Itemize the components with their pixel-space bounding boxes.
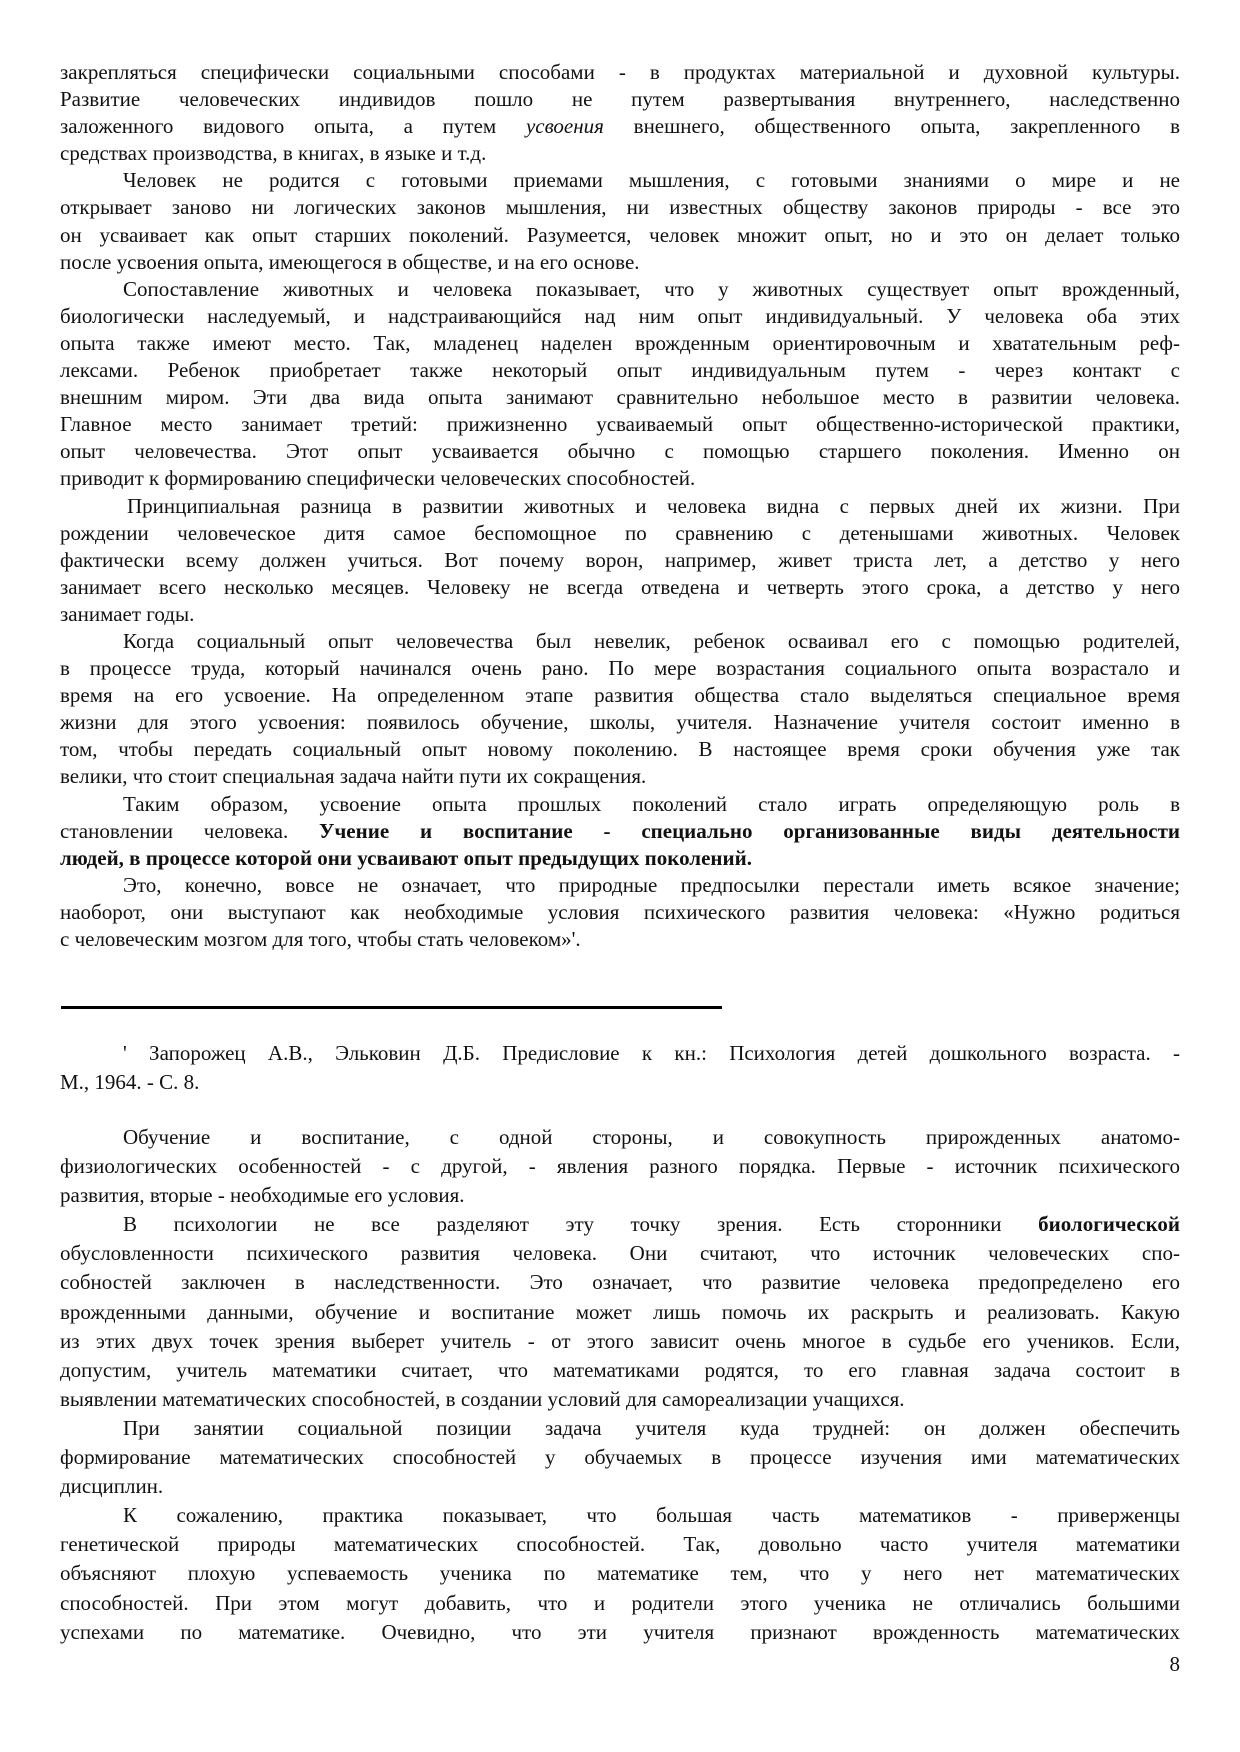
- text-line: опыт человечества. Этот опыт усваивается обычно с помощью старшего поколения. Именно он: [60, 439, 1180, 464]
- text-line: выявлении математических способностей, в создании условий для самореализации учащихся.: [60, 1386, 905, 1411]
- text-line: При занятии социальной позиции задача учителя куда трудней: он должен обеспечить: [123, 1415, 1180, 1440]
- text-line: с человеческим мозгом для того, чтобы стать человеком»'.: [60, 927, 581, 951]
- text-line: фактически всему должен учиться. Вот почему ворон, например, живет триста лет, а детство у него: [60, 547, 1180, 572]
- text-line: Это, конечно, вовсе не означает, что природные предпосылки перестали иметь всякое значение;: [123, 872, 1180, 897]
- text-line: приводит к формированию специфически человеческих способностей.: [60, 466, 696, 491]
- footnote-line-2: М., 1964. - С. 8.: [60, 1070, 200, 1094]
- main-text-lower: [60, 1123, 1180, 1647]
- text-line: наоборот, они выступают как необходимые условия психического развития человека: «Нужно родиться: [60, 899, 1180, 924]
- text-line: обусловленности психического развития человека. Они считают, что источник человеческих спо-: [60, 1241, 1180, 1266]
- text-line: физиологических особенностей - с другой, - явления разного порядка. Первые - источник психического: [60, 1154, 1180, 1179]
- footnote: [60, 1039, 1180, 1097]
- text-line: время на его усвоение. На определенном этапе развития общества стало выделяться специальное время: [60, 683, 1180, 708]
- footnote-line-1: ' Запорожец А.В., Эльковин Д.Б. Предисловие к кн.: Психология детей дошкольного возраста. -: [123, 1041, 1180, 1065]
- text-line: формирование математических способностей у обучаемых в процессе изучения ими математических: [60, 1445, 1180, 1470]
- text-line: внешним миром. Эти два вида опыта занимают сравнительно небольшое место в развитии человека.: [60, 385, 1180, 410]
- text-line: средствах производства, в книгах, в языке и т.д.: [60, 141, 487, 166]
- text-line: из этих двух точек зрения выберет учитель - от этого зависит очень многое в судьбе его учеников. Если,: [60, 1328, 1180, 1353]
- text-line: Когда социальный опыт человечества был невелик, ребенок осваивал его с помощью родителей,: [123, 628, 1180, 653]
- text-line: врожденными данными, обучение и воспитание может лишь помочь их раскрыть и реализовать. Какую: [60, 1299, 1180, 1324]
- text-line: становлении человека. Учение и воспитание - специально организованные виды деятельности: [60, 818, 1180, 843]
- text-line: заложенного видового опыта, а путем усвоения внешнего, общественного опыта, закрепленного в: [60, 114, 1181, 139]
- text-line: он усваивает как опыт старших поколений. Разумеется, человек множит опыт, но и это он делает только: [60, 222, 1180, 247]
- text-line: Главное место занимает третий: прижизненно усваиваемый опыт общественно-исторической практики,: [60, 412, 1180, 437]
- bold-emphasis: биологической: [1038, 1212, 1180, 1237]
- text-line: Таким образом, усвоение опыта прошлых поколений стало играть определяющую роль в: [123, 791, 1180, 816]
- text-line: биологически наследуемый, и надстраивающийся над ним опыт индивидуальный. У человека оба этих: [60, 303, 1180, 328]
- footnote-separator: [61, 1006, 722, 1009]
- text-line: генетической природы математических способностей. Так, довольно часто учителя математики: [60, 1532, 1180, 1557]
- text-line: рождении человеческое дитя самое беспомощное по сравнению с детенышами животных. Человек: [60, 520, 1180, 545]
- text-line: Развитие человеческих индивидов пошло не путем развертывания внутреннего, наследственно: [60, 87, 1180, 112]
- text-line: жизни для этого усвоения: появилось обучение, школы, учителя. Назначение учителя состоит именно в: [60, 710, 1180, 735]
- text-line: успехами по математике. Очевидно, что эти учителя признают врожденность математических: [60, 1619, 1180, 1644]
- text-line: Принципиальная разница в развитии животных и человека видна с первых дней их жизни. При: [127, 493, 1180, 518]
- page-number: 8: [1169, 1652, 1180, 1676]
- text-line: Сопоставление животных и человека показывает, что у животных существует опыт врожденный,: [123, 276, 1180, 301]
- text-line: закрепляться специфически социальными способами - в продуктах материальной и духовной культуры.: [60, 60, 1180, 84]
- main-text-upper: [60, 59, 1180, 953]
- text-line: после усвоения опыта, имеющегося в обществе, и на его основе.: [60, 249, 640, 274]
- text-line: опыта также имеют место. Так, младенец наделен врожденным ориентировочным и хватательным реф-: [60, 330, 1180, 355]
- text-line: собностей заключен в наследственности. Это означает, что развитие человека предопределено его: [60, 1270, 1180, 1295]
- text-line: дисциплин.: [60, 1474, 164, 1499]
- text-line: допустим, учитель математики считает, что математиками родятся, то его главная задача состоит в: [60, 1357, 1180, 1382]
- italic-emphasis: усвоения: [525, 114, 604, 139]
- text-line: лексами. Ребенок приобретает также некоторый опыт индивидуальным путем - через контакт с: [60, 358, 1180, 383]
- bold-emphasis: Учение и воспитание - специально организованные виды деятельности: [319, 818, 1180, 843]
- text-line: в процессе труда, который начинался очень рано. По мере возрастания социального опыта возрастало и: [60, 656, 1180, 681]
- text-line: открывает заново ни логических законов мышления, ни известных обществу законов природы - все это: [60, 195, 1180, 220]
- text-line: способностей. При этом могут добавить, что и родители этого ученика не отличались большими: [60, 1590, 1180, 1615]
- text-line: том, чтобы передать социальный опыт новому поколению. В настоящее время сроки обучения уже так: [60, 737, 1180, 762]
- text-line: Человек не родится с готовыми приемами мышления, с готовыми знаниями о мире и не: [123, 168, 1180, 193]
- text-line: развития, вторые - необходимые его условия.: [60, 1183, 465, 1208]
- text-line: занимает годы.: [60, 601, 195, 626]
- text-line: занимает всего несколько месяцев. Человеку не всегда отведена и четверть этого срока, а детство у него: [60, 574, 1180, 599]
- text-line: Обучение и воспитание, с одной стороны, и совокупность прирожденных анатомо-: [123, 1125, 1180, 1149]
- text-line: К сожалению, практика показывает, что большая часть математиков - приверженцы: [123, 1503, 1180, 1528]
- text-line: велики, что стоит специальная задача найти пути их сокращения.: [60, 764, 647, 789]
- bold-emphasis: людей, в процессе которой они усваивают опыт предыдущих поколений.: [60, 845, 752, 870]
- text-line: объясняют плохую успеваемость ученика по математике тем, что у него нет математических: [60, 1561, 1180, 1586]
- text-line: В психологии не все разделяют эту точку зрения. Есть сторонники биологической: [123, 1212, 1180, 1237]
- text-line: [60, 845, 1180, 872]
